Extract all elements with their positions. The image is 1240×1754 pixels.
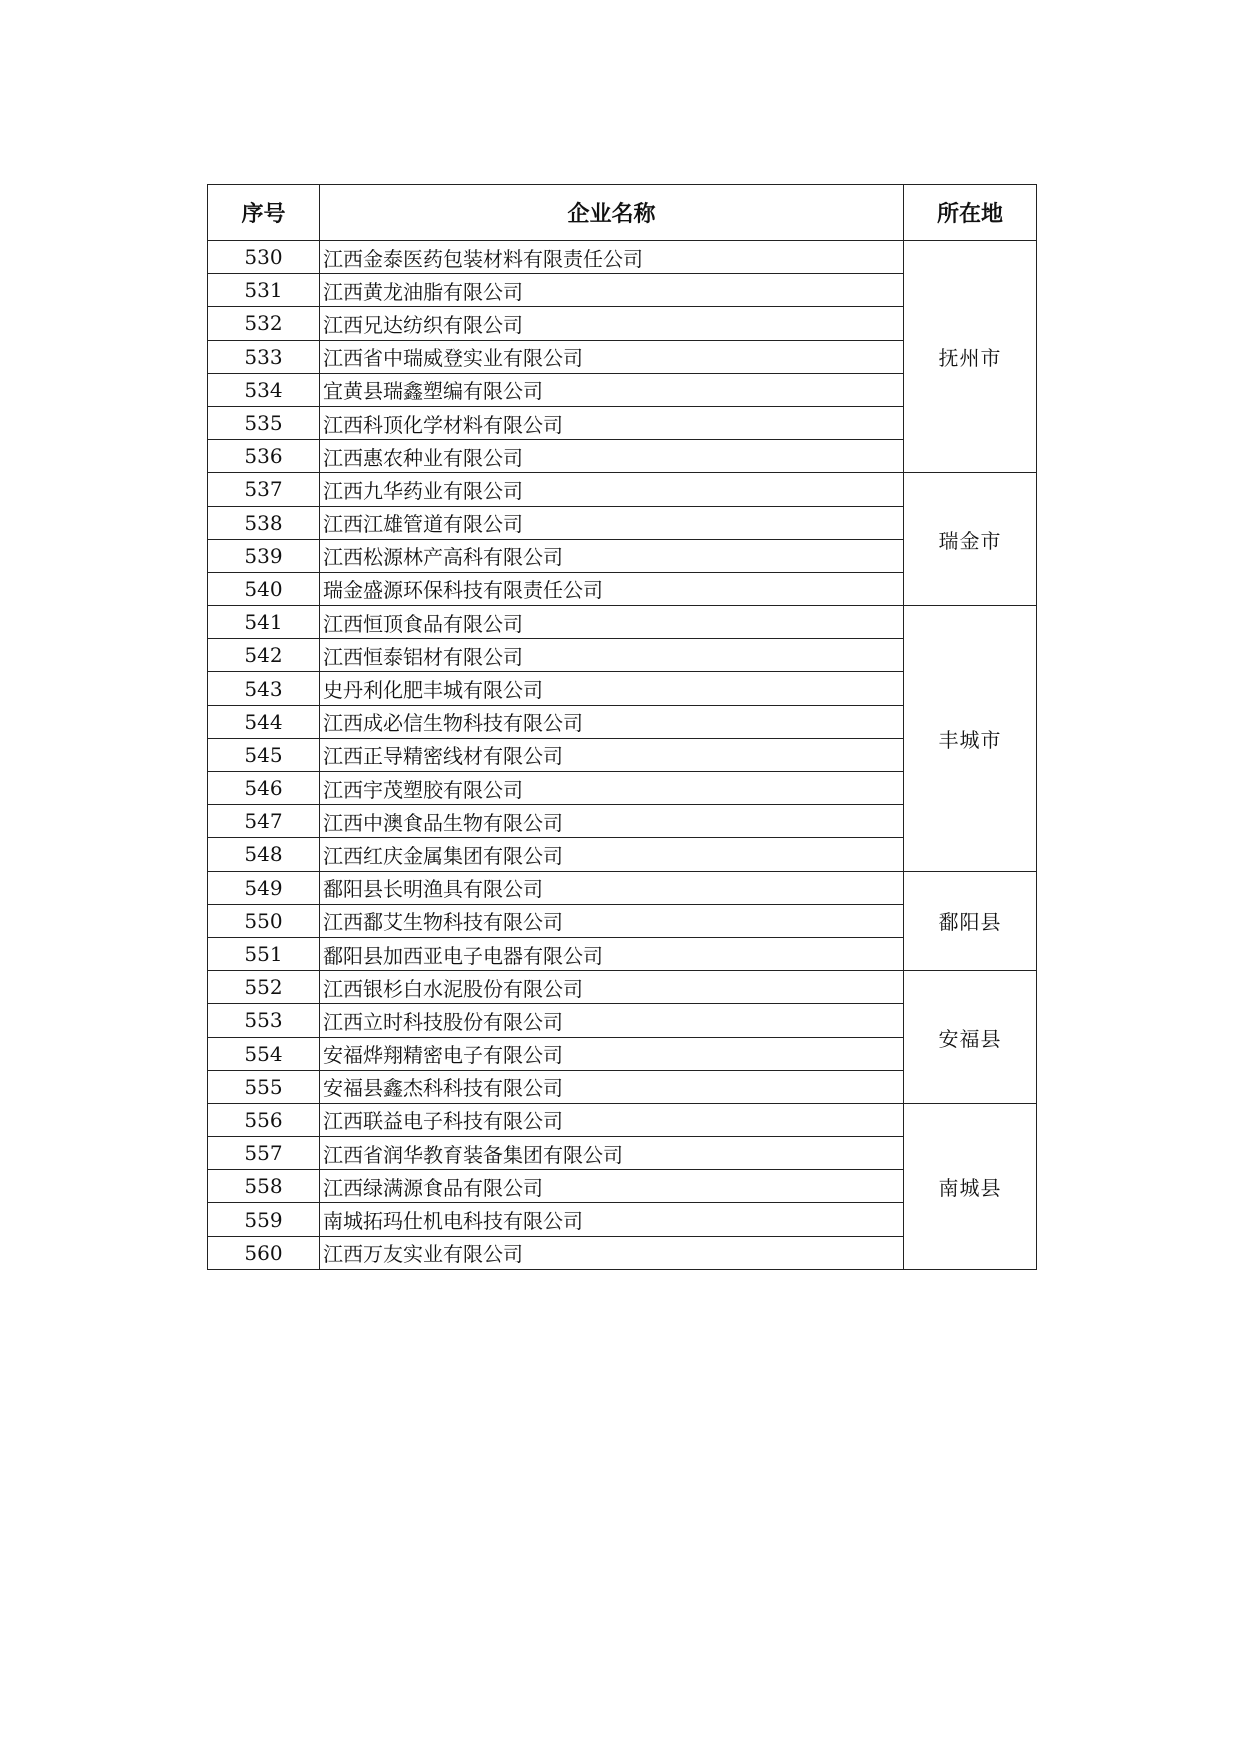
enterprise-name: 江西绿满源食品有限公司 [320,1170,904,1203]
enterprise-table [207,184,1037,1270]
row-index: 540 [208,572,320,605]
row-index: 545 [208,738,320,771]
row-index: 534 [208,373,320,406]
row-index: 541 [208,606,320,639]
row-index: 549 [208,871,320,904]
enterprise-name: 江西正导精密线材有限公司 [320,738,904,771]
row-index: 554 [208,1037,320,1070]
enterprise-name: 鄱阳县加西亚电子电器有限公司 [320,937,904,970]
table-row [208,971,1037,1004]
table-row [208,871,1037,904]
enterprise-name: 江西松源林产高科有限公司 [320,539,904,572]
row-index: 538 [208,506,320,539]
row-index: 547 [208,805,320,838]
row-index: 557 [208,1137,320,1170]
enterprise-name: 江西万友实业有限公司 [320,1236,904,1269]
enterprise-name: 南城拓玛仕机电科技有限公司 [320,1203,904,1236]
enterprise-name: 江西恒顶食品有限公司 [320,606,904,639]
enterprise-name: 江西恒泰铝材有限公司 [320,639,904,672]
row-index: 539 [208,539,320,572]
enterprise-name: 江西省润华教育装备集团有限公司 [320,1137,904,1170]
location-cell: 抚州市 [904,241,1037,473]
enterprise-name: 江西宇茂塑胶有限公司 [320,772,904,805]
enterprise-name: 安福烨翔精密电子有限公司 [320,1037,904,1070]
row-index: 532 [208,307,320,340]
enterprise-name: 江西银杉白水泥股份有限公司 [320,971,904,1004]
row-index: 536 [208,440,320,473]
enterprise-name: 江西兄达纺织有限公司 [320,307,904,340]
location-cell: 瑞金市 [904,473,1037,606]
table-body [208,241,1037,1270]
row-index: 544 [208,705,320,738]
enterprise-name: 江西成必信生物科技有限公司 [320,705,904,738]
row-index: 533 [208,340,320,373]
location-cell: 鄱阳县 [904,871,1037,971]
table-row [208,1103,1037,1136]
row-index: 542 [208,639,320,672]
row-index: 560 [208,1236,320,1269]
enterprise-name: 江西九华药业有限公司 [320,473,904,506]
enterprise-name: 江西红庆金属集团有限公司 [320,838,904,871]
enterprise-name: 瑞金盛源环保科技有限责任公司 [320,572,904,605]
enterprise-name: 江西黄龙油脂有限公司 [320,274,904,307]
header-row [208,185,1037,241]
row-index: 531 [208,274,320,307]
row-index: 553 [208,1004,320,1037]
enterprise-name: 江西鄱艾生物科技有限公司 [320,904,904,937]
table-row [208,241,1037,274]
enterprise-name: 江西惠农种业有限公司 [320,440,904,473]
location-cell: 丰城市 [904,606,1037,872]
row-index: 550 [208,904,320,937]
enterprise-name: 江西科顶化学材料有限公司 [320,406,904,439]
row-index: 559 [208,1203,320,1236]
table-row [208,606,1037,639]
enterprise-name: 江西立时科技股份有限公司 [320,1004,904,1037]
header-enterprise-name: 企业名称 [320,185,904,241]
row-index: 543 [208,672,320,705]
row-index: 555 [208,1070,320,1103]
header-index: 序号 [208,185,320,241]
row-index: 546 [208,772,320,805]
enterprise-name: 江西金泰医药包装材料有限责任公司 [320,241,904,274]
row-index: 537 [208,473,320,506]
enterprise-name: 江西中澳食品生物有限公司 [320,805,904,838]
row-index: 551 [208,937,320,970]
enterprise-name: 江西省中瑞威登实业有限公司 [320,340,904,373]
enterprise-name: 史丹利化肥丰城有限公司 [320,672,904,705]
enterprise-name: 江西江雄管道有限公司 [320,506,904,539]
row-index: 556 [208,1103,320,1136]
enterprise-name: 江西联益电子科技有限公司 [320,1103,904,1136]
enterprise-name: 宜黄县瑞鑫塑编有限公司 [320,373,904,406]
header-location: 所在地 [904,185,1037,241]
row-index: 548 [208,838,320,871]
enterprise-name: 鄱阳县长明渔具有限公司 [320,871,904,904]
location-cell: 南城县 [904,1103,1037,1269]
row-index: 535 [208,406,320,439]
location-cell: 安福县 [904,971,1037,1104]
enterprise-name: 安福县鑫杰科科技有限公司 [320,1070,904,1103]
row-index: 558 [208,1170,320,1203]
table-row [208,473,1037,506]
row-index: 552 [208,971,320,1004]
row-index: 530 [208,241,320,274]
